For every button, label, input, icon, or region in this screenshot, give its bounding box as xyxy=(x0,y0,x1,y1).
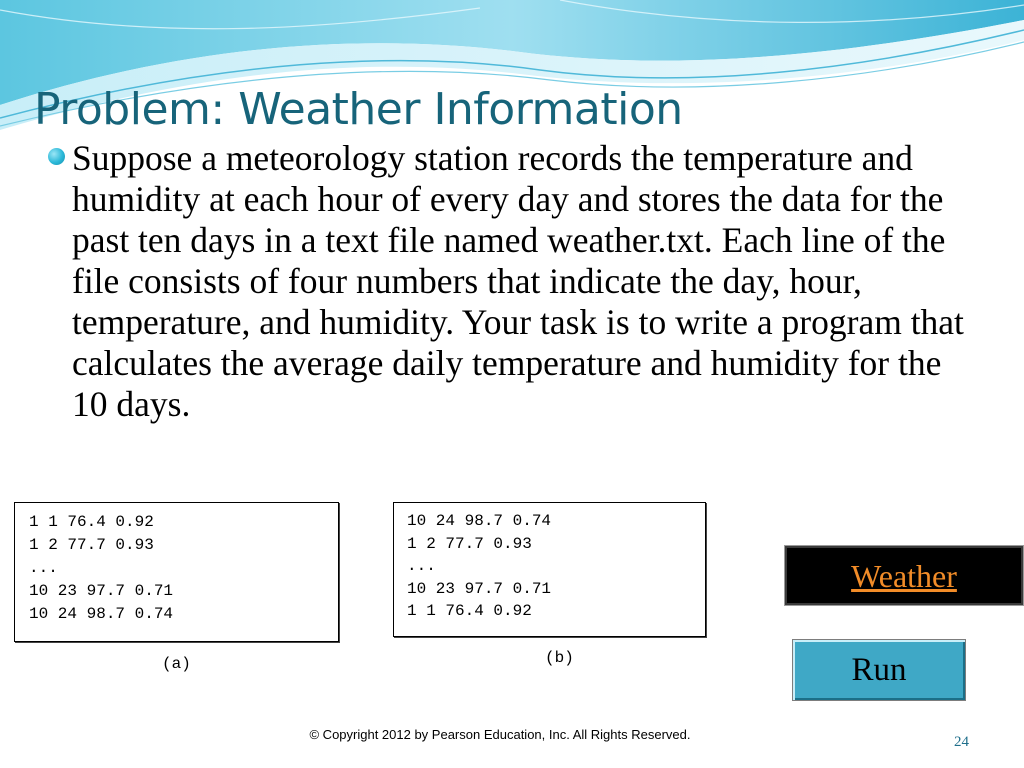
data-file-lines-a: 1 1 76.4 0.92 1 2 77.7 0.93 ... 10 23 97.7 0.71 10 24 98.7 0.74 xyxy=(29,513,174,623)
run-button-label: Run xyxy=(851,652,907,688)
problem-description: Suppose a meteorology station records the temperature and humidity at each hour of every day and stores the data for the past ten days in a text file named weather.txt. Each line of the file consists of four numbers that indicate the day, hour, temperature, and humidity. Your task is to write a program that calculates the average daily temperature and humidity for the 10 days. xyxy=(72,138,964,424)
page-number: 24 xyxy=(954,734,969,750)
caption-b: (b) xyxy=(545,649,574,667)
bullet-dot-icon xyxy=(48,148,65,165)
slide-title: Problem: Weather Information xyxy=(34,84,683,135)
data-file-sample-a xyxy=(14,502,339,642)
copyright-notice: © Copyright 2012 by Pearson Education, Inc. All Rights Reserved. xyxy=(309,727,691,742)
weather-link-label[interactable]: Weather xyxy=(851,558,957,594)
run-button[interactable] xyxy=(792,639,966,701)
weather-link-button[interactable] xyxy=(784,545,1024,606)
data-file-sample-b xyxy=(393,502,706,637)
caption-a: (a) xyxy=(162,655,191,673)
data-file-lines-b: 10 24 98.7 0.74 1 2 77.7 0.93 ... 10 23 97.7 0.71 1 1 76.4 0.92 xyxy=(407,512,552,620)
